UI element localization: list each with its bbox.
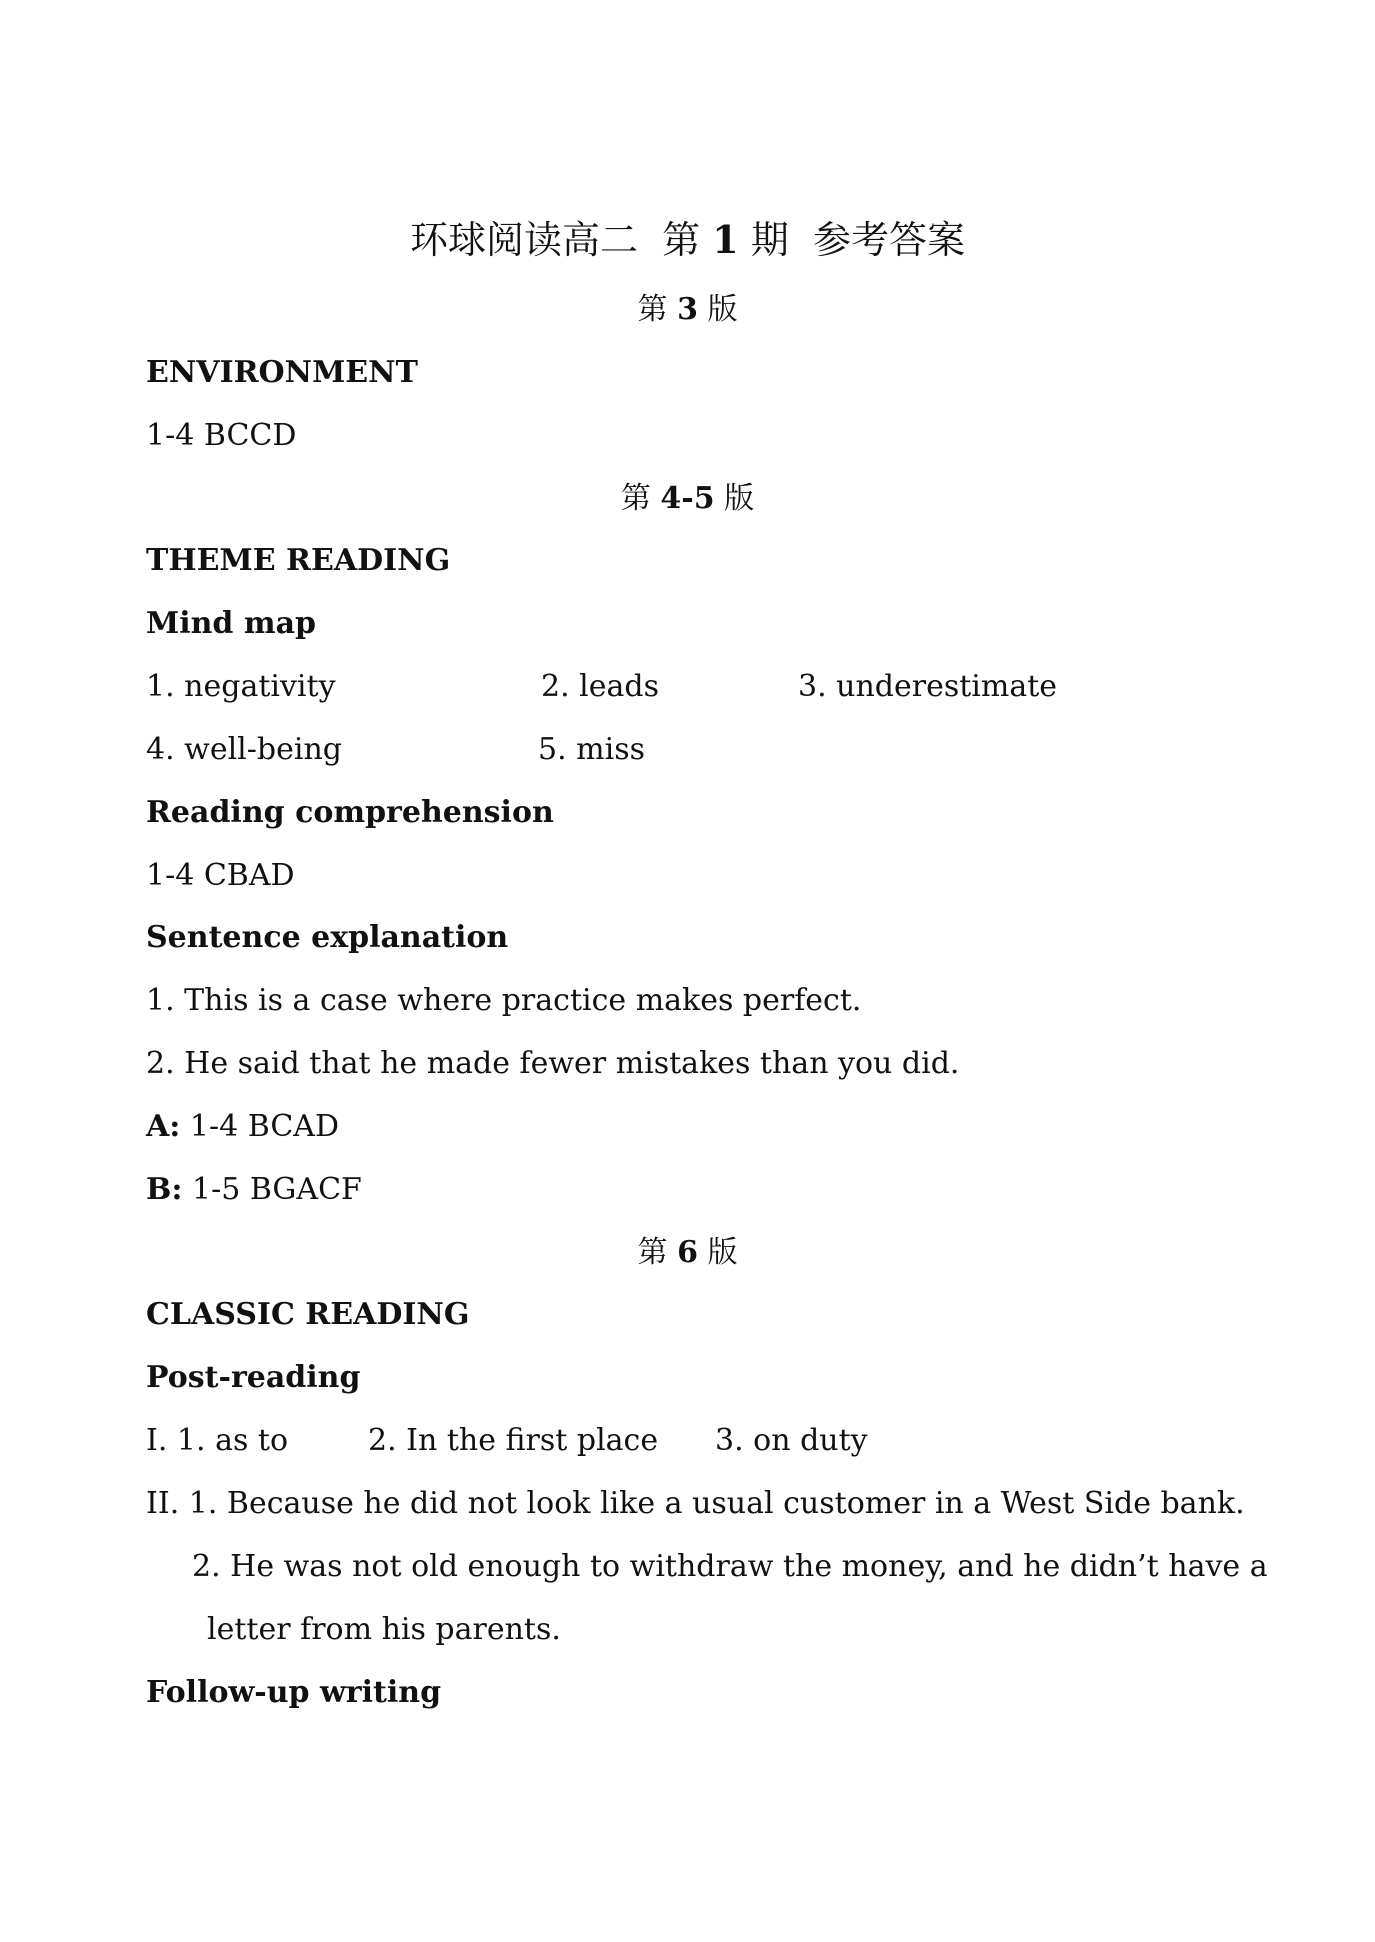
post-reading-answer-continued: letter from his parents. xyxy=(207,1612,561,1647)
title-part3: 期 xyxy=(750,218,789,262)
part-a-answer: A: 1-4 BCAD xyxy=(146,1109,340,1144)
title-part4: 参考答案 xyxy=(813,218,966,262)
title-part2: 第 xyxy=(662,218,701,262)
section-4-5-label: 第 4-5 版 xyxy=(620,481,755,516)
mind-map-heading: Mind map xyxy=(146,606,316,641)
post-reading-item: 2. In the first place xyxy=(368,1423,659,1458)
post-reading-item: 3. on duty xyxy=(715,1423,868,1458)
environment-heading: ENVIRONMENT xyxy=(146,355,418,390)
section-6-label: 第 6 版 xyxy=(637,1235,738,1270)
mind-map-item: 2. leads xyxy=(541,669,659,704)
classic-reading-heading: CLASSIC READING xyxy=(146,1297,470,1332)
mind-map-item: 5. miss xyxy=(538,732,645,767)
sentence-explanation-item: 2. He said that he made fewer mistakes than you did. xyxy=(146,1046,960,1081)
theme-reading-heading: THEME READING xyxy=(146,543,451,578)
post-reading-item: I. 1. as to xyxy=(146,1423,289,1458)
section-3-label: 第 3 版 xyxy=(637,292,738,327)
follow-up-writing-heading: Follow-up writing xyxy=(146,1675,442,1710)
part-b-answer: B: 1-5 BGACF xyxy=(146,1172,362,1207)
post-reading-answer: 2. He was not old enough to withdraw the money, and he didn’t have a xyxy=(192,1549,1268,1584)
reading-comprehension-answer: 1-4 CBAD xyxy=(146,858,295,893)
sentence-explanation-item: 1. This is a case where practice makes perfect. xyxy=(146,983,862,1018)
mind-map-item: 1. negativity xyxy=(146,669,336,704)
mind-map-item: 4. well-being xyxy=(146,732,342,767)
post-reading-answer: II. 1. Because he did not look like a usual customer in a West Side bank. xyxy=(146,1486,1245,1521)
title-part1: 环球阅读高二 xyxy=(409,218,638,262)
sentence-explanation-heading: Sentence explanation xyxy=(146,920,509,955)
title-issue-number: 1 xyxy=(712,217,739,262)
post-reading-heading: Post-reading xyxy=(146,1360,361,1395)
reading-comprehension-heading: Reading comprehension xyxy=(146,795,554,830)
page-title xyxy=(0,214,1375,266)
mind-map-item: 3. underestimate xyxy=(798,669,1058,704)
environment-answer: 1-4 BCCD xyxy=(146,418,297,453)
